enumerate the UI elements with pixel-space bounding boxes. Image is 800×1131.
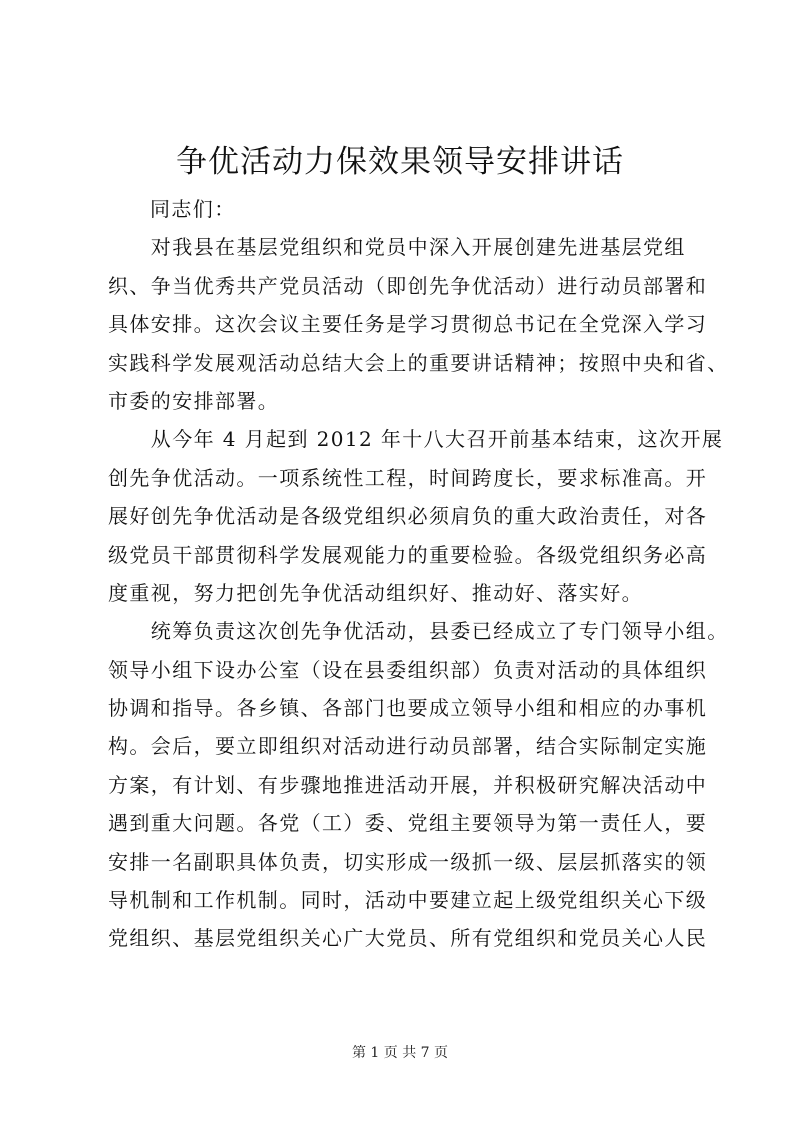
body-line: 织、争当优秀共产党员活动（即创先争优活动）进行动员部署和 bbox=[108, 273, 708, 298]
body-line: 市委的安排部署。 bbox=[108, 388, 280, 413]
body-line: 级党员干部贯彻科学发展观能力的重要检验。各级党组织务必高 bbox=[108, 542, 708, 567]
body-line: 导机制和工作机制。同时，活动中要建立起上级党组织关心下级 bbox=[108, 888, 708, 913]
body-line: 实践科学发展观活动总结大会上的重要讲话精神；按照中央和省、 bbox=[108, 350, 729, 375]
body-line: 遇到重大问题。各党（工）委、党组主要领导为第一责任人，要 bbox=[108, 811, 708, 836]
body-line: 领导小组下设办公室（设在县委组织部）负责对活动的具体组织 bbox=[108, 657, 708, 682]
page-number-footer: 第 1 页 共 7 页 bbox=[351, 1045, 449, 1061]
body-line: 展好创先争优活动是各级党组织必须肩负的重大政治责任，对各 bbox=[108, 504, 708, 529]
greeting-line: 同志们： bbox=[150, 197, 236, 221]
body-line: 协调和指导。各乡镇、各部门也要成立领导小组和相应的办事机 bbox=[108, 696, 708, 721]
body-line: 方案，有计划、有步骤地推进活动开展，并积极研究解决活动中 bbox=[108, 772, 708, 797]
body-line: 具体安排。这次会议主要任务是学习贯彻总书记在全党深入学习 bbox=[108, 312, 708, 337]
body-line: 构。会后，要立即组织对活动进行动员部署，结合实际制定实施 bbox=[108, 734, 708, 759]
body-line: 对我县在基层党组织和党员中深入开展创建先进基层党组 bbox=[108, 235, 686, 260]
body-line: 创先争优活动。一项系统性工程，时间跨度长，要求标准高。开 bbox=[108, 465, 708, 490]
body-line: 统筹负责这次创先争优活动，县委已经成立了专门领导小组。 bbox=[108, 619, 729, 644]
body-line: 从今年 4 月起到 2012 年十八大召开前基本结束，这次开展 bbox=[108, 427, 724, 452]
body-line: 安排一名副职具体负责，切实形成一级抓一级、层层抓落实的领 bbox=[108, 849, 708, 874]
body-line: 度重视，努力把创先争优活动组织好、推动好、落实好。 bbox=[108, 580, 643, 605]
document-body bbox=[108, 190, 729, 958]
body-line: 党组织、基层党组织关心广大党员、所有党组织和党员关心人民 bbox=[108, 926, 708, 951]
document-title: 争优活动力保效果领导安排讲话 bbox=[176, 144, 624, 180]
